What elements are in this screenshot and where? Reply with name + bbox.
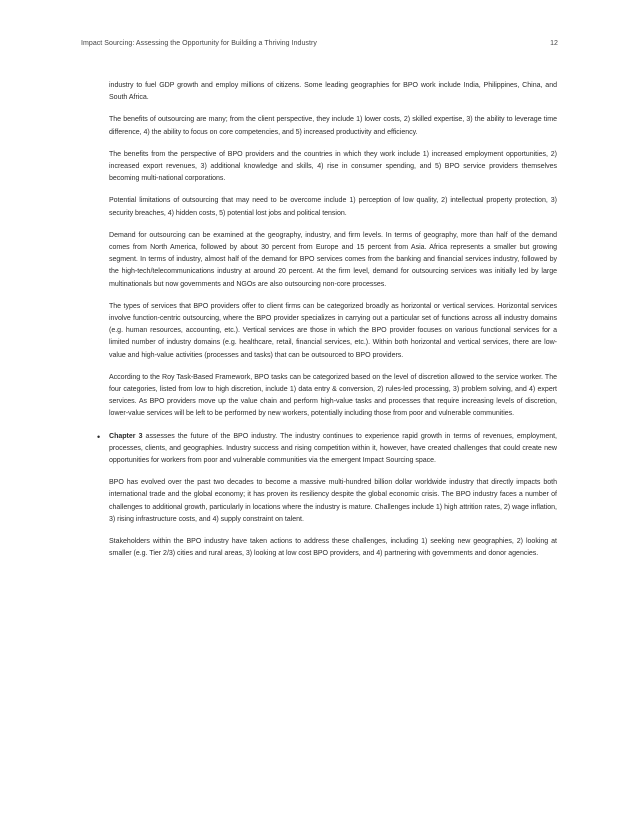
chapter-reference: Chapter 3 <box>109 432 143 440</box>
paragraph: Potential limitations of outsourcing that may need to be overcome include 1) perception of low quality, 2) intellectual property protection, 3) security breaches, 4) hidden costs, 5) potential lost jobs and political tension. <box>109 197 557 217</box>
paragraph: industry to fuel GDP growth and employ millions of citizens. Some leading geographies for BPO work include India, Philippines, China, and South Africa. <box>109 82 557 102</box>
header-title: Impact Sourcing: Assessing the Opportunity for Building a Thriving Industry <box>81 40 317 47</box>
page-number: 12 <box>550 40 558 47</box>
paragraph: The types of services that BPO providers offer to client firms can be categorized broadly as horizontal or vertical services. Horizontal services involve function-centric outsourcing, where the BPO provider specializes in carrying out a particular set of functions across all industry domains (e.g. human resources, accounting, etc.). Vertical services are those in which the BPO provider focuses on various functional services for a limited number of industry domains (e.g. healthcare, retail, financial services, etc.). Within both horizontal and vertical services, there are low-value and high-value activities (processes and tasks) that can be outsourced to BPO providers. <box>109 302 557 359</box>
paragraph: Stakeholders within the BPO industry have taken actions to address these challenges, including 1) seeking new geographies, 2) looking at smaller (e.g. Tier 2/3) cities and rural areas, 3) looking at low cost BPO providers, and 4) partnering with governments and donor agencies. <box>109 538 557 558</box>
paragraph: The benefits from the perspective of BPO providers and the countries in which they work include 1) increased employment opportunities, 2) increased export revenues, 3) additional knowledge and skills, 4) rise in consumer spending, and 5) BPO service providers themselves becoming multi-national corporations. <box>109 150 557 183</box>
page-header <box>81 40 558 47</box>
paragraph: Demand for outsourcing can be examined at the geography, industry, and firm levels. In terms of geography, more than half of the demand comes from North America, followed by about 30 percent from Europe and 15 percent from Asia. Africa represents a smaller but growing segment. In terms of industry, almost half of the demand for BPO services comes from the banking and financial services industry, followed by the high-tech/telecommunications industry at around 20 percent. At the firm level, demand for outsourcing services was initially led by large multinationals but now governments and NGOs are also outsourcing non-core processes. <box>109 231 557 288</box>
paragraph: BPO has evolved over the past two decades to become a massive multi-hundred billion dollar worldwide industry that directly impacts both international trade and the global economy; it has proven its resiliency despite the global economic crisis. The BPO industry faces a number of challenges to additional growth, particularly in locations where the industry is mature. Challenges include 1) high attrition rates, 2) wage inflation, 3) rising infrastructure costs, and 4) supply constraint on talent. <box>109 479 557 523</box>
bullet-icon: • <box>97 431 101 442</box>
bullet-paragraph <box>97 431 557 468</box>
body-text <box>97 80 557 571</box>
bullet-text: assesses the future of the BPO industry. The industry continues to experience rapid growth in terms of revenues, employment, processes, clients, and geographies. Industry success and rising competition within it, however, have created challenges that could create new opportunities for workers from poor and vulnerable communities via the emergent Impact Sourcing space. <box>109 432 557 465</box>
paragraph: According to the Roy Task-Based Framework, BPO tasks can be categorized based on the level of discretion allowed to the service worker. The four categories, listed from low to high discretion, include 1) data entry & conversion, 2) rules-led processing, 3) problem solving, and 4) expert services. As BPO providers move up the value chain and perform high-value tasks and processes that require increasing levels of discretion, lower-value services will be left to be performed by new workers, potentially including those from poor and vulnerable communities. <box>109 373 557 418</box>
paragraph: The benefits of outsourcing are many; from the client perspective, they include 1) lower costs, 2) skilled expertise, 3) the ability to leverage time difference, 4) the ability to focus on core competencies, and 5) increased productivity and efficiency. <box>109 116 557 136</box>
